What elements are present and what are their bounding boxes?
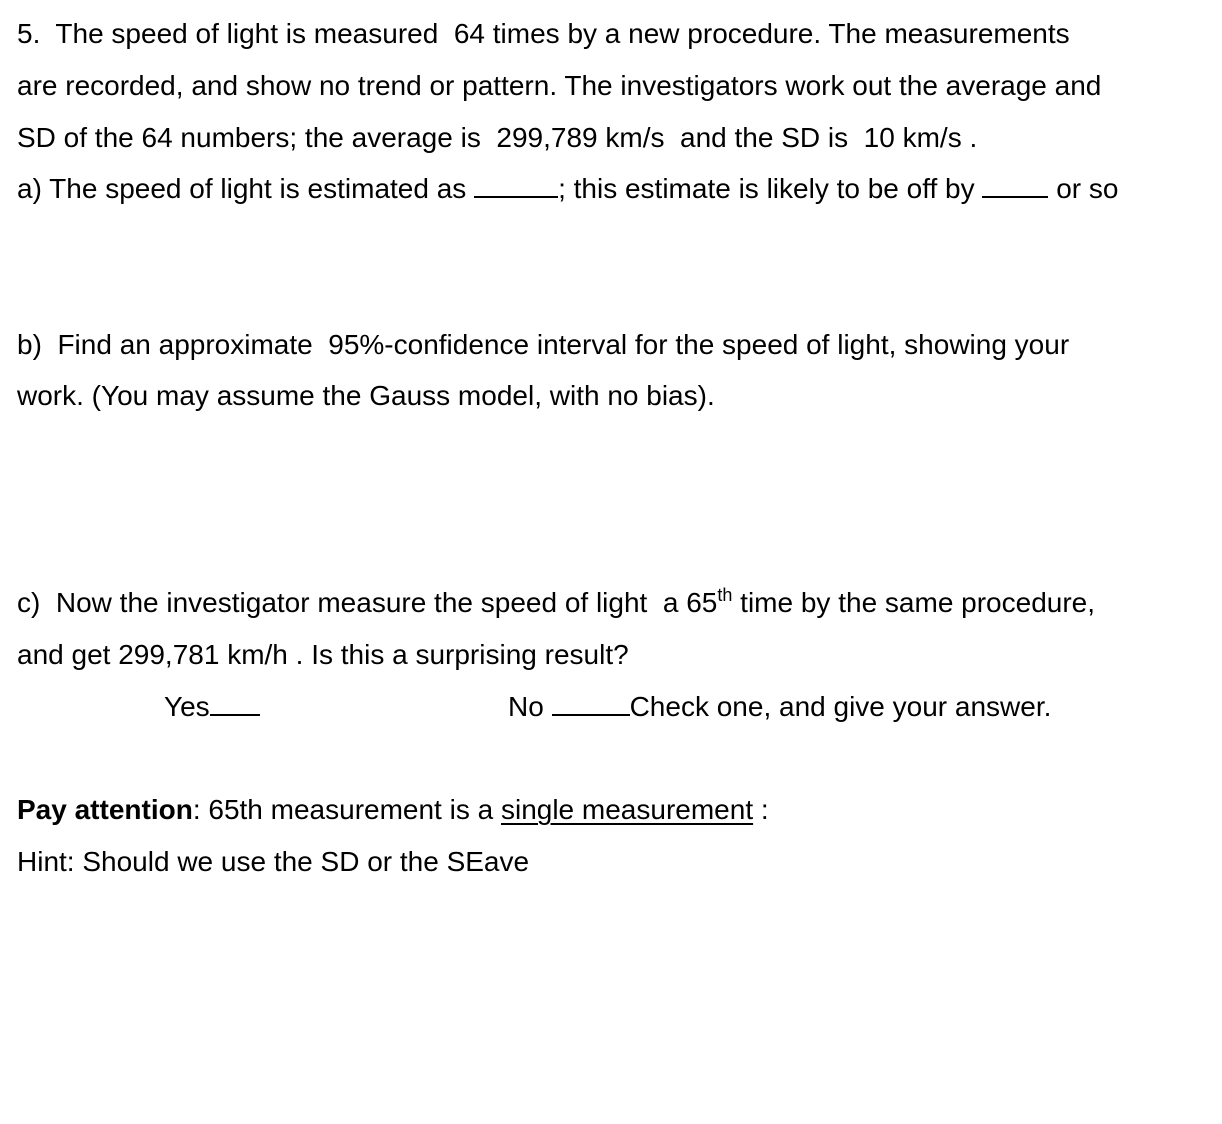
part-c-line-2: and get 299,781 km/h . Is this a surprising result? (17, 639, 629, 670)
hint-line: Hint: Should we use the SD or the SEave (17, 846, 530, 877)
part-a-text-2: ; this estimate is likely to be off by (558, 173, 983, 204)
no-option (508, 690, 1051, 724)
estimate-answer-blank[interactable] (474, 174, 558, 198)
part-a-text-3: or so (1048, 173, 1119, 204)
pay-attention-end: : (753, 794, 769, 825)
no-label: No (508, 691, 544, 722)
single-measurement-emphasis: single measurement (500, 794, 754, 825)
yes-check-blank[interactable] (210, 692, 260, 716)
pay-attention-line (17, 793, 769, 827)
pay-attention-text: : 65th measurement is a (192, 794, 501, 825)
yes-label: Yes (164, 691, 210, 722)
part-b-line-2: work. (You may assume the Gauss model, with no bias). (17, 380, 715, 411)
yes-option (164, 690, 260, 724)
no-check-blank[interactable] (552, 692, 630, 716)
part-c-line-1-text: c) Now the investigator measure the speed of light a 65 (17, 587, 718, 618)
part-c-line-1-end: time by the same procedure, (732, 587, 1096, 618)
intro-line-2: are recorded, and show no trend or pattern. The investigators work out the average and (17, 70, 1102, 101)
check-instruction: Check one, and give your answer. (629, 691, 1052, 722)
part-a-question (17, 172, 1118, 206)
intro-line-1: 5. The speed of light is measured 64 times by a new procedure. The measurements (17, 18, 1070, 49)
ordinal-suffix: th (717, 585, 733, 605)
part-b-line-1: b) Find an approximate 95%-confidence interval for the speed of light, showing your (17, 329, 1070, 360)
error-answer-blank[interactable] (982, 174, 1048, 198)
intro-line-3: SD of the 64 numbers; the average is 299,789 km/s and the SD is 10 km/s . (17, 122, 978, 153)
part-a-text-1: a) The speed of light is estimated as (17, 173, 475, 204)
pay-attention-label: Pay attention (17, 794, 193, 825)
part-c-line-1 (17, 586, 1095, 620)
